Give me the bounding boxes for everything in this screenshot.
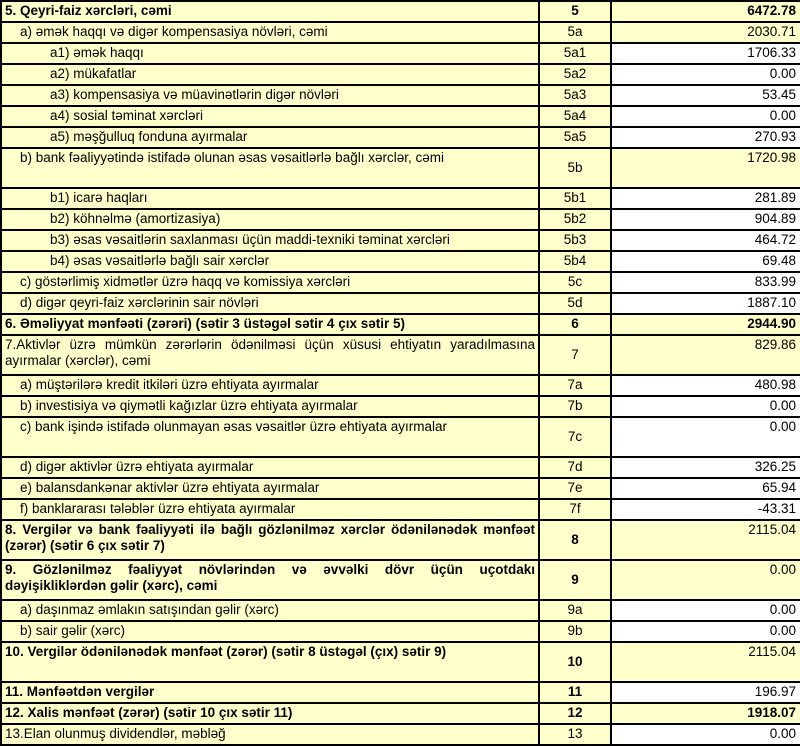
row-label: d) digər aktivlər üzrə ehtiyata ayırmalar (1, 457, 539, 478)
row-code: 5a5 (539, 127, 611, 148)
row-value: 0.00 (611, 600, 800, 621)
row-code: 5b4 (539, 251, 611, 272)
table-row (1, 314, 800, 335)
row-code: 7 (539, 335, 611, 375)
row-value: 196.97 (611, 682, 800, 703)
table-row (1, 106, 800, 127)
row-label: b4) əsas vəsaitlərlə bağlı sair xərclər (1, 251, 539, 272)
row-code: 9a (539, 600, 611, 621)
row-label: b) sair gəlir (xərc) (1, 621, 539, 642)
row-value: -43.31 (611, 499, 800, 520)
row-label: 12. Xalis mənfəət (zərər) (sətir 10 çıx sətir 11) (1, 703, 539, 724)
row-label: a4) sosial təminat xərcləri (1, 106, 539, 127)
row-value: 2115.04 (611, 642, 800, 682)
row-value: 1918.07 (611, 703, 800, 724)
table-row (1, 457, 800, 478)
row-code: 5a (539, 22, 611, 43)
row-value: 1887.10 (611, 293, 800, 314)
row-value: 281.89 (611, 188, 800, 209)
row-value: 829.86 (611, 335, 800, 375)
row-label: c) göstərlimiş xidmətlər üzrə haqq və komissiya xərcləri (1, 272, 539, 293)
row-label: d) digər qeyri-faiz xərclərinin sair növləri (1, 293, 539, 314)
row-code: 7f (539, 499, 611, 520)
row-label: 10. Vergilər ödənilənədək mənfəət (zərər) (sətir 8 üstəgəl (çıx) sətir 9) (1, 642, 539, 682)
row-code: 8 (539, 520, 611, 560)
row-code: 5b3 (539, 230, 611, 251)
row-label: e) balansdankənar aktivlər üzrə ehtiyata ayırmalar (1, 478, 539, 499)
row-value: 0.00 (611, 106, 800, 127)
row-code: 5c (539, 272, 611, 293)
row-code: 13 (539, 724, 611, 745)
row-value: 69.48 (611, 251, 800, 272)
table-row (1, 188, 800, 209)
table-row (1, 724, 800, 745)
row-value: 1706.33 (611, 43, 800, 64)
row-value: 1720.98 (611, 148, 800, 188)
row-code: 5a2 (539, 64, 611, 85)
table-row (1, 85, 800, 106)
row-code: 7b (539, 396, 611, 417)
row-label: f) banklararası tələblər üzrə ehtiyata ayırmalar (1, 499, 539, 520)
row-label: a) daşınmaz əmlakın satışından gəlir (xərc) (1, 600, 539, 621)
row-value: 0.00 (611, 417, 800, 457)
row-code: 11 (539, 682, 611, 703)
row-label: a2) mükafatlar (1, 64, 539, 85)
row-value: 833.99 (611, 272, 800, 293)
table-row (1, 478, 800, 499)
row-value: 0.00 (611, 396, 800, 417)
table-row (1, 335, 800, 375)
row-value: 2030.71 (611, 22, 800, 43)
table-row (1, 22, 800, 43)
row-value: 0.00 (611, 621, 800, 642)
row-label: 7.Aktivlər üzrə mümkün zərərlərin ödənilməsi üçün xüsusi ehtiyatın yaradılmasına ayırmalar (xərclər), cəmi (1, 335, 539, 375)
row-code: 5b1 (539, 188, 611, 209)
row-code: 7a (539, 375, 611, 396)
row-value: 65.94 (611, 478, 800, 499)
row-value: 0.00 (611, 560, 800, 600)
table-row (1, 600, 800, 621)
row-value: 53.45 (611, 85, 800, 106)
row-code: 7c (539, 417, 611, 457)
row-label: 13.Elan olunmuş dividendlər, məbləğ (1, 724, 539, 745)
table-row (1, 375, 800, 396)
table-row (1, 272, 800, 293)
row-label: b) investisiya və qiymətli kağızlar üzrə ehtiyata ayırmalar (1, 396, 539, 417)
row-value: 270.93 (611, 127, 800, 148)
row-code: 10 (539, 642, 611, 682)
table-row (1, 396, 800, 417)
row-label: a5) məşğulluq fonduna ayırmalar (1, 127, 539, 148)
row-label: a3) kompensasiya və müavinətlərin digər növləri (1, 85, 539, 106)
table-row (1, 64, 800, 85)
row-code: 5a4 (539, 106, 611, 127)
row-label: b1) icarə haqları (1, 188, 539, 209)
row-code: 9 (539, 560, 611, 600)
table-row (1, 148, 800, 188)
table-row (1, 127, 800, 148)
row-value: 0.00 (611, 64, 800, 85)
row-label: 11. Mənfəətdən vergilər (1, 682, 539, 703)
row-value: 6472.78 (611, 1, 800, 22)
row-value: 2944.90 (611, 314, 800, 335)
table-row (1, 520, 800, 560)
row-value: 464.72 (611, 230, 800, 251)
row-code: 12 (539, 703, 611, 724)
row-code: 5a1 (539, 43, 611, 64)
row-code: 9b (539, 621, 611, 642)
row-code: 5b (539, 148, 611, 188)
row-code: 5d (539, 293, 611, 314)
table-row (1, 209, 800, 230)
table-row (1, 560, 800, 600)
row-code: 5b2 (539, 209, 611, 230)
row-code: 6 (539, 314, 611, 335)
row-label: a) müştərilərə kredit itkiləri üzrə ehtiyata ayırmalar (1, 375, 539, 396)
row-value: 480.98 (611, 375, 800, 396)
row-value: 326.25 (611, 457, 800, 478)
row-code: 7e (539, 478, 611, 499)
row-label: 6. Əməliyyat mənfəəti (zərəri) (sətir 3 üstəgəl sətir 4 çıx sətir 5) (1, 314, 539, 335)
table-body (1, 1, 800, 745)
row-label: b) bank fəaliyyətində istifadə olunan əsas vəsaitlərlə bağlı xərclər, cəmi (1, 148, 539, 188)
table-row (1, 251, 800, 272)
row-label: c) bank işində istifadə olunmayan əsas vəsaitlər üzrə ehtiyata ayırmalar (1, 417, 539, 457)
table-row (1, 417, 800, 457)
row-label: 8. Vergilər və bank fəaliyyəti ilə bağlı gözlənilməz xərclər ödənilənədək mənfəət (zərər) (sətir 6 çıx sətir 7) (1, 520, 539, 560)
row-label: a1) əmək haqqı (1, 43, 539, 64)
row-label: a) əmək haqqı və digər kompensasiya növləri, cəmi (1, 22, 539, 43)
row-value: 0.00 (611, 724, 800, 745)
row-value: 904.89 (611, 209, 800, 230)
row-label: 9. Gözlənilməz fəaliyyət növlərindən və əvvəlki dövr üçün uçotdakı dəyişikliklərdən gəlir (xərc), cəmi (1, 560, 539, 600)
row-code: 7d (539, 457, 611, 478)
table-row (1, 43, 800, 64)
table-row (1, 682, 800, 703)
table-row (1, 703, 800, 724)
row-code: 5a3 (539, 85, 611, 106)
row-label: b3) əsas vəsaitlərin saxlanması üçün maddi-texniki təminat xərcləri (1, 230, 539, 251)
table-row (1, 1, 800, 22)
table-row (1, 642, 800, 682)
row-label: b2) köhnəlmə (amortizasiya) (1, 209, 539, 230)
table-row (1, 621, 800, 642)
table-row (1, 230, 800, 251)
row-code: 5 (539, 1, 611, 22)
row-label: 5. Qeyri-faiz xərcləri, cəmi (1, 1, 539, 22)
row-value: 2115.04 (611, 520, 800, 560)
table-row (1, 499, 800, 520)
table-row (1, 293, 800, 314)
